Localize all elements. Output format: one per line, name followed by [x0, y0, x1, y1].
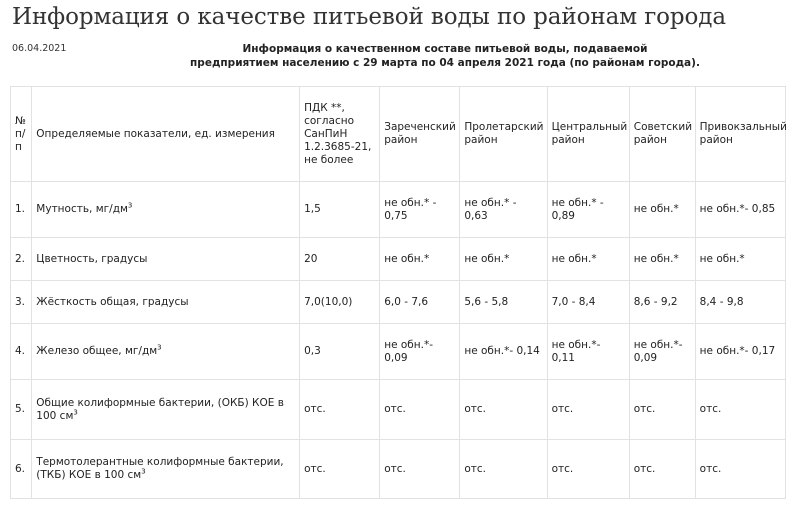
district-value: 5,6 - 5,8	[460, 281, 547, 324]
header-pdk: ПДК **, согласно СанПиН 1.2.3685-21, не более	[300, 87, 380, 182]
indicator-cell	[32, 324, 300, 380]
district-value: отс.	[547, 380, 629, 440]
row-number: 3.	[11, 281, 32, 324]
indicator-text: Общие колиформные бактерии, (ОКБ) КОЕ в 100 см	[36, 396, 284, 422]
indicator-cell	[32, 238, 300, 281]
indicator-text: Термотолерантные колиформные бактерии, (ТКБ) КОЕ в 100 см	[36, 456, 284, 481]
district-value: не обн.*	[380, 238, 460, 281]
indicator-cell	[32, 380, 300, 440]
unit-superscript: 3	[157, 343, 162, 352]
district-value: не обн.*	[547, 238, 629, 281]
district-value: отс.	[380, 440, 460, 499]
district-value: отс.	[695, 440, 785, 499]
header-district: Советский район	[629, 87, 695, 182]
table-row	[11, 380, 786, 440]
row-number: 6.	[11, 440, 32, 499]
table-row	[11, 238, 786, 281]
district-value: отс.	[629, 440, 695, 499]
indicator-cell	[32, 182, 300, 238]
district-value: не обн.* - 0,75	[380, 182, 460, 238]
row-number: 4.	[11, 324, 32, 380]
district-value: 8,6 - 9,2	[629, 281, 695, 324]
district-value: не обн.*	[695, 238, 785, 281]
district-value: не обн.*- 0,11	[547, 324, 629, 380]
district-value: не обн.*- 0,09	[380, 324, 460, 380]
indicator-cell	[32, 281, 300, 324]
indicator-cell	[32, 440, 300, 499]
row-number: 1.	[11, 182, 32, 238]
district-value: не обн.*- 0,14	[460, 324, 547, 380]
row-number: 5.	[11, 380, 32, 440]
indicator-text: Мутность, мг/дм	[36, 203, 128, 215]
district-value: отс.	[460, 380, 547, 440]
indicator-text: Железо общее, мг/дм	[36, 345, 158, 357]
water-quality-table	[10, 86, 786, 499]
district-value: не обн.* - 0,63	[460, 182, 547, 238]
table-row	[11, 440, 786, 499]
district-value: отс.	[695, 380, 785, 440]
district-value: отс.	[547, 440, 629, 499]
indicator-text: Жёсткость общая, градусы	[36, 295, 189, 308]
pdk-value: 1,5	[300, 182, 380, 238]
table-row	[11, 324, 786, 380]
header-indicator: Определяемые показатели, ед. измерения	[32, 87, 300, 182]
district-value: не обн.*- 0,09	[629, 324, 695, 380]
header-district: Пролетарский район	[460, 87, 547, 182]
header-num: № п/п	[11, 87, 32, 182]
publication-date: 06.04.2021	[12, 43, 67, 54]
pdk-value: отс.	[300, 380, 380, 440]
district-value: отс.	[460, 440, 547, 499]
district-value: не обн.*- 0,17	[695, 324, 785, 380]
district-value: отс.	[629, 380, 695, 440]
unit-superscript: 3	[127, 201, 133, 210]
pdk-value: 20	[300, 238, 380, 281]
page-title: Информация о качестве питьевой воды по районам города	[12, 4, 726, 30]
indicator-text: Цветность, градусы	[36, 252, 148, 265]
district-value: не обн.*	[460, 238, 547, 281]
header-district: Центральный район	[547, 87, 629, 182]
district-value: 6,0 - 7,6	[380, 281, 460, 324]
unit-superscript: 3	[73, 408, 78, 416]
district-value: не обн.*	[629, 238, 695, 281]
caption-line-1: Информация о качественном составе питьевой воды, подаваемой	[242, 43, 648, 55]
district-value: 8,4 - 9,8	[695, 281, 785, 324]
district-value: не обн.* - 0,89	[547, 182, 629, 238]
pdk-value: отс.	[300, 440, 380, 499]
district-value: не обн.*- 0,85	[695, 182, 785, 238]
row-number: 2.	[11, 238, 32, 281]
unit-superscript: 3	[141, 467, 146, 476]
pdk-value: 0,3	[300, 324, 380, 380]
table-row	[11, 281, 786, 324]
caption-line-2: предприятием населению с 29 марта по 04 апреля 2021 года (по районам города).	[190, 57, 700, 69]
table-header-row	[11, 87, 786, 182]
pdk-value: 7,0(10,0)	[300, 281, 380, 324]
district-value: отс.	[380, 380, 460, 440]
district-value: не обн.*	[629, 182, 695, 238]
header-district: Зареченский район	[380, 87, 460, 182]
header-district: Привокзальный район	[695, 87, 785, 182]
table-row	[11, 182, 786, 238]
table-caption	[150, 42, 740, 70]
district-value: 7,0 - 8,4	[547, 281, 629, 324]
